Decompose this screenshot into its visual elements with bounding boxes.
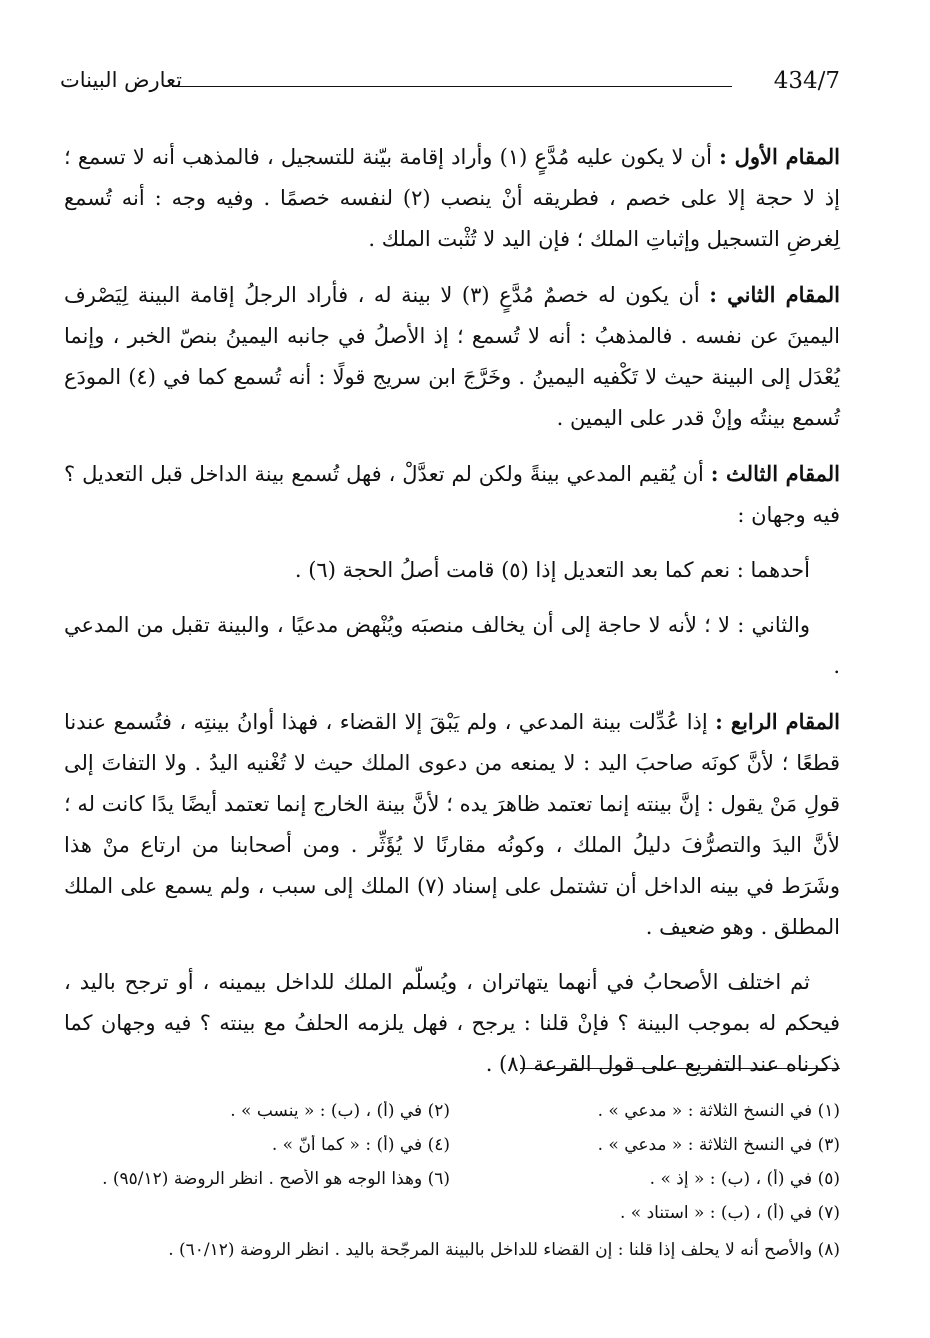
paragraph-text: أن يكون له خصمٌ مُدَّعٍ (٣) لا بينة له ، فأراد الرجلُ إقامة البينة لِيَصْرف اليمينَ عن نفسه . فالمذهبُ : أنه لا تُسمع ؛ إذ الأصلُ في جانبه اليمينُ بنصّ الخبر ، وإنما يُعْدَل إلى البينة حيث لا تَكْفيه اليمينُ . وخَرَّجَ ابن سريج قولًا : أنه تُسمع كما في (٤) المودَع تُسمع بينتُه وإنْ قدر على اليمين .: [64, 283, 840, 430]
option-second: والثاني : لا ؛ لأنه لا حاجة إلى أن يخالف منصبَه ويُنْهض مدعيًا ، والبينة تقبل من المدعي .: [64, 613, 840, 678]
footnote-4: (٤) في (أ) : « كما أنّ » .: [271, 1135, 450, 1155]
option-first: أحدهما : نعم كما بعد التعديل إذا (٥) قامت أصلُ الحجة (٦) .: [294, 558, 810, 582]
footnotes: [60, 1094, 840, 1270]
footnote-row: [60, 1162, 840, 1196]
footnote-7: (٧) في (أ) ، (ب) : « استناد » .: [620, 1203, 840, 1223]
footnote-row: [60, 1128, 840, 1162]
header-rule: [172, 86, 732, 87]
main-text: [64, 136, 840, 1099]
section-heading: المقام الثالث :: [710, 461, 840, 486]
section-heading: المقام الرابع :: [715, 709, 840, 734]
footnote-2: (٢) في (أ) ، (ب) : « ينسب » .: [230, 1101, 450, 1121]
section-heading: المقام الأول :: [719, 144, 841, 169]
paragraph-text: إذا عُدِّلت بينة المدعي ، ولم يَبْقَ إلا القضاء ، فهذا أوانُ بينتِه ، فتُسمع عندنا قطعًا ؛ لأنَّ كونَه صاحبَ اليد : لا يمنعه من دعوى الملك حيث لا تُغْنيه اليدُ . ولا التفاتَ إلى قولِ مَنْ يقول : إنَّ بينته إنما تعتمد ظاهرَ يده ؛ لأنَّ بينة الخارج إنما تعتمد أيضًا يدًا كانت له ؛ لأنَّ اليدَ والتصرُّفَ دليلُ الملك ، وكونُه مقارنًا لا يُؤَثِّر . ومن أصحابنا من ارتاع منْ هذا وشَرَط في بينه الداخل أن تشتمل على إسناد (٧) الملك إلى سبب ، ولم يسمع على الملك المطلق . وهو ضعيف .: [64, 710, 840, 939]
page-number: 434/7: [773, 68, 840, 94]
footnote-6: (٦) وهذا الوجه هو الأصح . انظر الروضة (٩٥/١٢) .: [102, 1169, 450, 1189]
chapter-title: تعارض البينات: [60, 68, 182, 92]
section-heading: المقام الثاني :: [709, 282, 841, 307]
footnote-5: (٥) في (أ) ، (ب) : « إذ » .: [649, 1169, 840, 1189]
footnote-1: (١) في النسخ الثلاثة : « مدعي » .: [597, 1101, 840, 1121]
footnote-3: (٣) في النسخ الثلاثة : « مدعي » .: [597, 1135, 840, 1155]
footnote-row: [60, 1094, 840, 1128]
paragraph-maqam-2: [64, 274, 840, 439]
footnote-8: (٨) والأصح أنه لا يحلف إذا قلنا : إن القضاء للداخل بالبينة المرجّحة باليد . انظر الروضة (٦٠/١٢) .: [168, 1240, 840, 1260]
paragraph-maqam-1: [64, 136, 840, 260]
paragraph-maqam-4: [64, 701, 840, 948]
footnote-row: [60, 1196, 840, 1230]
footnote-separator: [520, 1068, 840, 1069]
paragraph-closing: ثم اختلف الأصحابُ في أنهما يتهاتران ، ويُسلّم الملك للداخل بيمينه ، أو ترجح باليد ، فيحكم له بموجب البينة ؟ فإنْ قلنا : يرجح ، فهل يلزمه الحلفُ مع بينته ؟ فيه وجهان كما ذكرناه عند التفريع على قول القرعة (٨) .: [64, 970, 840, 1076]
running-header: [60, 68, 840, 98]
paragraph-maqam-3: [64, 453, 840, 536]
paragraph-text: أن يُقيم المدعي بينةً ولكن لم تعدَّلْ ، فهل تُسمع بينة الداخل قبل التعديل ؟ فيه وجهان :: [64, 462, 840, 527]
paragraph-text: أن لا يكون عليه مُدَّعٍ (١) وأراد إقامة بيّنة للتسجيل ، فالمذهب أنه لا تسمع ؛ إذ لا حجة إلا على خصم ، فطريقه أنْ ينصب (٢) لنفسه خصمًا . وفيه وجه : أنه تُسمع لِغرضِ التسجيل وإثباتِ الملك ؛ فإن اليد لا تُثْبت الملك .: [64, 145, 840, 251]
